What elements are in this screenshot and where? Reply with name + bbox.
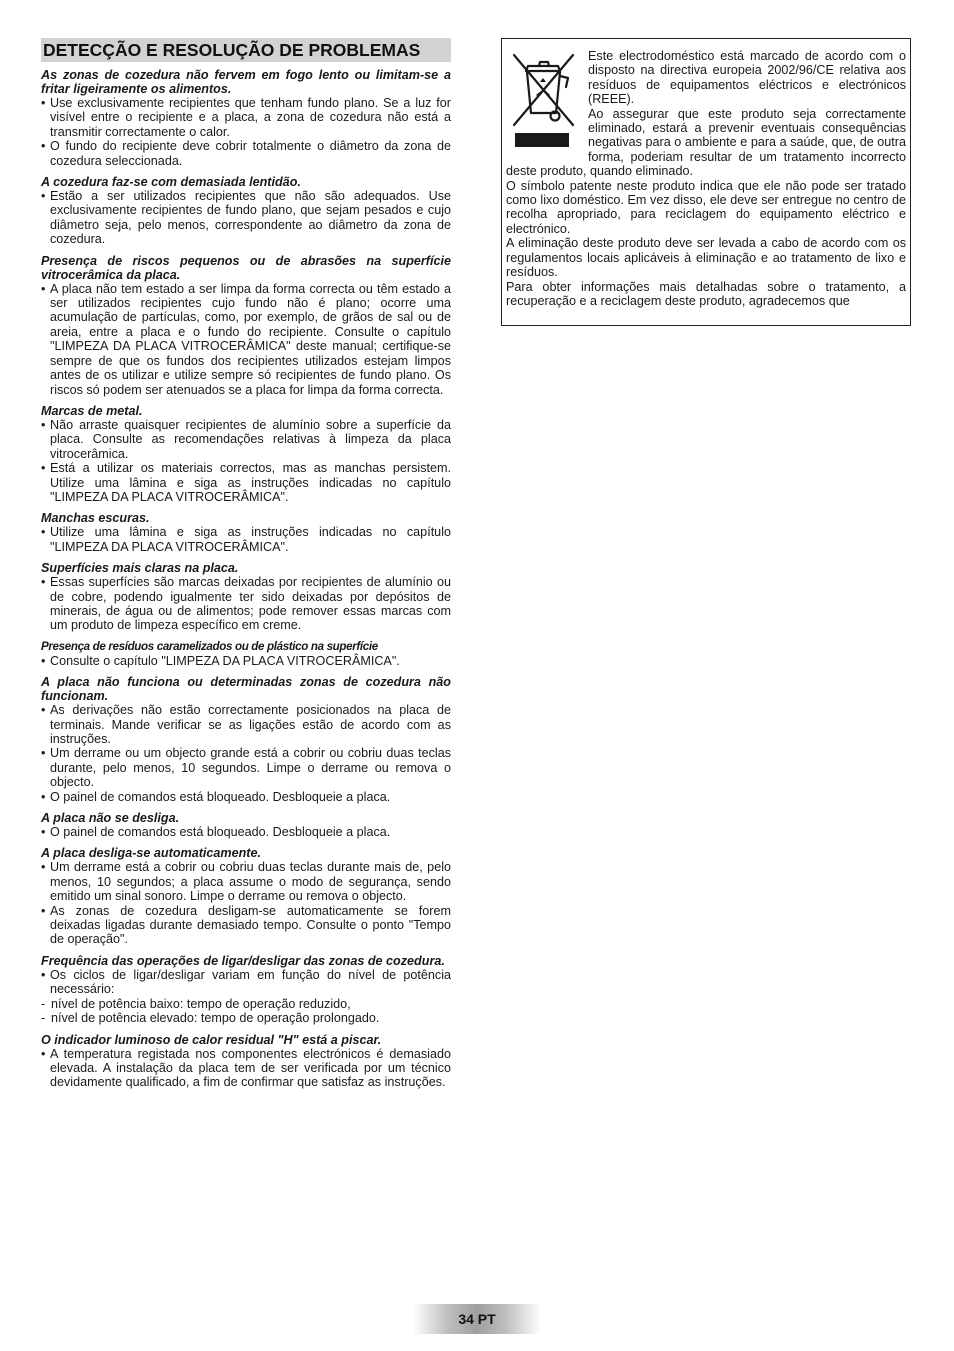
weee-notice-box [501,38,911,326]
solution-subitem: - nível de potência elevado: tempo de operação prolongado. [41,1011,451,1025]
solution-list [41,968,451,1026]
troubleshooting-section [41,675,451,804]
page-number: 34 PT [458,1311,496,1327]
solution-list [41,96,451,168]
solution-list [41,525,451,554]
solution-list [41,189,451,247]
problem-heading: O indicador luminoso de calor residual "H" está a piscar. [41,1032,382,1047]
troubleshooting-section [41,1033,451,1090]
problem-heading: A placa desliga-se automaticamente. [41,846,262,861]
solution-item: • Consulte o capítulo "LIMPEZA DA PLACA VITROCERÂMICA". [41,654,451,668]
troubleshooting-section [41,404,451,504]
notice-paragraph: Para obter informações mais detalhadas sobre o tratamento, a recuperação e a reciclagem deste produto, agradecemos que [506,279,906,308]
solution-item: • Não arraste quaisquer recipientes de alumínio sobre a superfície da placa. Consulte as recomendações relativas à limpeza da placa vitrocerâmica. [41,418,451,461]
problem-heading: A placa não funciona ou determinadas zonas de cozedura não funcionam. [41,675,451,704]
solution-list [41,703,451,804]
solution-item: • As derivações não estão correctamente posicionados na placa de terminais. Mande verificar se as ligações estão de acordo com as instruções. [41,703,451,746]
notice-paragraph: Este electrodoméstico está marcado de acordo com o disposto na directiva europeia 2002/96/CE relativa aos resíduos de equipamentos eléctricos e electrónicos (REEE). [588,49,906,107]
solution-item: • Os ciclos de ligar/desligar variam em função do nível de potência necessário: [41,968,451,997]
problem-heading: Presença de resíduos caramelizados ou de plástico na superfície [41,639,378,653]
problem-heading: Presença de riscos pequenos ou de abrasões na superfície vitrocerâmica da placa. [41,253,451,282]
troubleshooting-section [41,68,451,168]
solution-item: • Essas superfícies são marcas deixadas por recipientes de alumínio ou de cobre, podendo igualmente ter sido deixadas por depósitos de minerais, de água ou de alimentos; pode remover essas marcas com um produto de limpeza específico em creme. [41,575,451,633]
solution-item: • A temperatura registada nos componentes electrónicos é demasiado elevada. A instalação da placa tem de ser verificada por um técnico devidamente qualificado, a fim de confirmar que satisfaz as instruções. [41,1047,451,1090]
troubleshooting-section [41,846,451,946]
solution-item: • Um derrame está a cobrir ou cobriu duas teclas durante mais de, pelo menos, 10 segundos; a placa assume o modo de segurança, sendo emitido um sinal sonoro. Limpe o derrame ou remova o objecto. [41,860,451,903]
troubleshooting-section [41,954,451,1026]
page-title: DETECÇÃO E RESOLUÇÃO DE PROBLEMAS [41,38,451,62]
troubleshooting-section [41,640,451,668]
troubleshooting-section [41,811,451,839]
solution-list [41,1047,451,1090]
solution-subitem: - nível de potência baixo: tempo de operação reduzido, [41,997,451,1011]
solution-list [41,282,451,397]
problem-heading: Frequência das operações de ligar/desligar das zonas de cozedura. [41,953,445,968]
solution-item: • Um derrame ou um objecto grande está a cobrir ou cobriu duas teclas durante, pelo menos, 10 segundos. Limpe o derrame ou remova o objecto. [41,746,451,789]
solution-list [41,825,451,839]
troubleshooting-sections [41,68,451,1090]
problem-heading: Marcas de metal. [41,403,143,418]
troubleshooting-column [41,38,451,1097]
page-footer [413,1304,541,1334]
solution-list [41,860,451,946]
problem-heading: Superfícies mais claras na placa. [41,561,239,576]
problem-heading: As zonas de cozedura não fervem em fogo lento ou limitam-se a fritar ligeiramente os alimentos. [41,68,451,96]
notice-paragraph: O símbolo patente neste produto indica que ele não pode ser tratado como lixo doméstico. Em vez disso, ele deve ser entregue no centro de recolha apropriado, para reciclagem do equipamento eléctrico e electrónico. [506,178,906,236]
solution-item: • Estão a ser utilizados recipientes que não são adequados. Use exclusivamente recipientes de fundo plano, que sejam pesados e cujo diâmetro seja, pelo menos, correspondente ao diâmetro da zona de cozedura. [41,189,451,247]
troubleshooting-section [41,511,451,554]
notice-paragraph: Ao assegurar que este produto seja correctamente eliminado, estará a prevenir eventuais consequências negativas para o ambiente e para a saúde, que, de outra forma, poderiam resultar de um tratamento incorrecto deste produto, quando eliminado. [506,106,906,179]
problem-heading: A cozedura faz-se com demasiada lentidão. [41,175,301,190]
solution-item: • Utilize uma lâmina e siga as instruções indicadas no capítulo "LIMPEZA DA PLACA VITROCERÂMICA". [41,525,451,554]
solution-item: • A placa não tem estado a ser limpa da forma correcta ou têm estado a ser utilizados recipientes cujo fundo não é plano; ocorre uma acumulação de partículas, como, por exemplo, de grãos de sal ou de areia, entre a placa e o fundo do recipiente. Consulte o capítulo "LIMPEZA DA PLACA VITROCERÂMICA" deste manual; certifique-se sempre de que os fundos dos recipientes utilizados estejam limpos antes de os utilizar e utilize sempre só recipientes de fundo plano. Os riscos só podem ser atenuados se a placa for limpa da forma correcta. [41,282,451,397]
solution-list [41,418,451,504]
solution-list [41,575,451,633]
solution-item: • O painel de comandos está bloqueado. Desbloqueie a placa. [41,825,451,839]
troubleshooting-section [41,175,451,247]
solution-item: • As zonas de cozedura desligam-se automaticamente se forem deixadas ligadas durante demasiado tempo. Consulte o ponto "Tempo de operação". [41,904,451,947]
solution-list [41,654,451,668]
solution-item: • O painel de comandos está bloqueado. Desbloqueie a placa. [41,790,451,804]
problem-heading: Manchas escuras. [41,511,150,526]
troubleshooting-section [41,254,451,397]
problem-heading: A placa não se desliga. [41,811,180,826]
crossed-out-wheelie-bin-icon [506,47,580,159]
troubleshooting-section [41,561,451,633]
notice-paragraph: A eliminação deste produto deve ser levada a cabo de acordo com os regulamentos locais aplicáveis à eliminação e ao tratamento de lixo e resíduos. [506,236,906,280]
solution-item: • Está a utilizar os materiais correctos, mas as manchas persistem. Utilize uma lâmina e siga as instruções indicadas no capítulo "LIMPEZA DA PLACA VITROCERÂMICA". [41,461,451,504]
solution-item: • O fundo do recipiente deve cobrir totalmente o diâmetro da zona de cozedura seleccionada. [41,139,451,168]
solution-item: • Use exclusivamente recipientes que tenham fundo plano. Se a luz for visível entre o recipiente e a placa, a zona de cozedura não está a transmitir correctamente o calor. [41,96,451,139]
